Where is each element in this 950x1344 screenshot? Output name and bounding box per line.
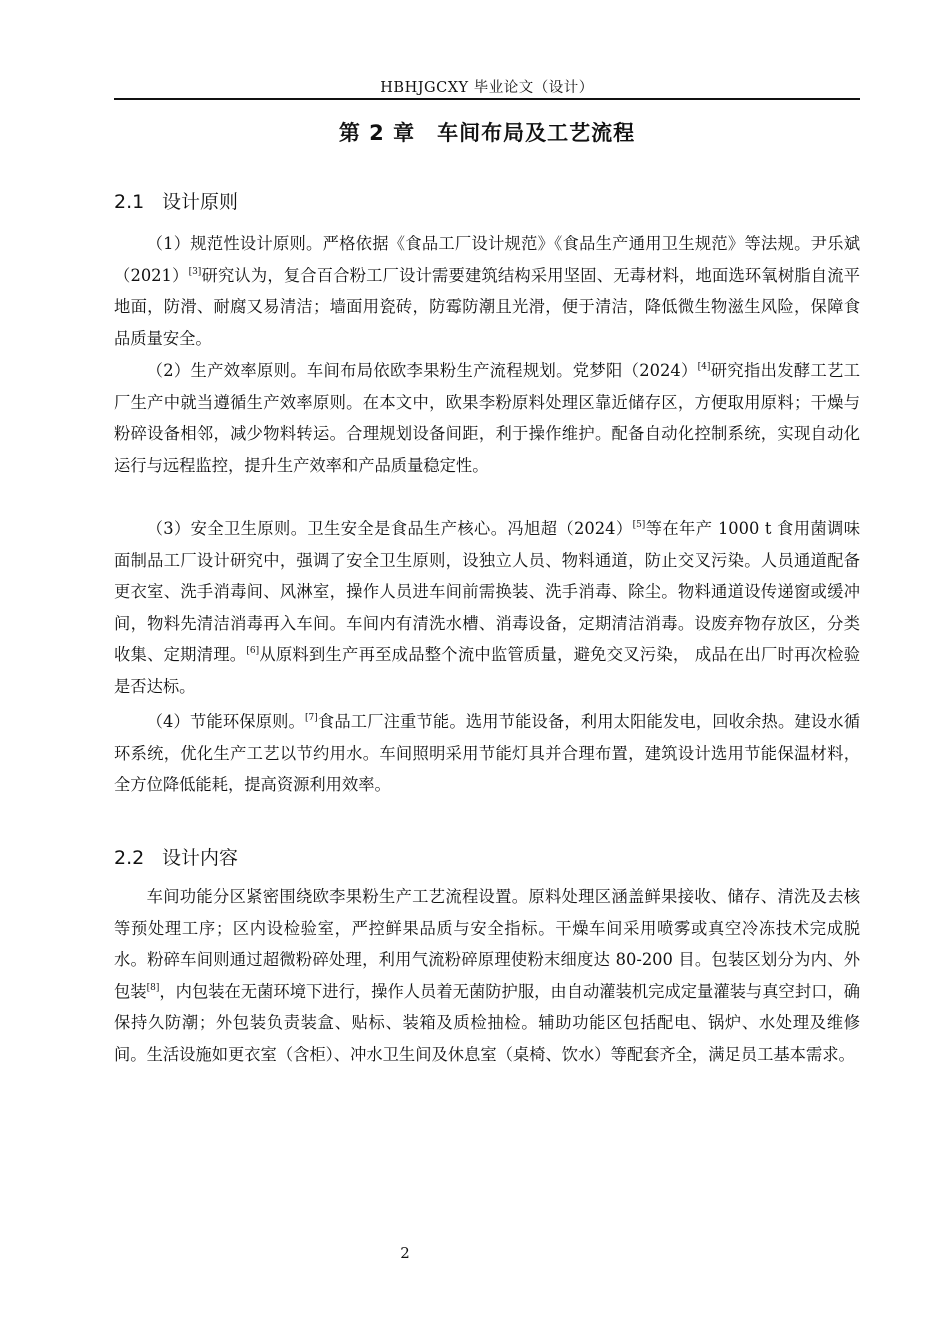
paragraph — [114, 513, 860, 703]
paragraph-text: 研究认为，复合百合粉工厂设计需要建筑结构采用坚固、无毒材料，地面选环氧树脂自流平地面，防滑、耐腐又易清洁；墙面用瓷砖，防霉防潮且光滑，便于清洁，降低微生物滋生风险，保障食品质量安全。 — [114, 265, 860, 348]
page-number: 2 — [400, 1244, 410, 1262]
citation: [8] — [146, 982, 160, 993]
paragraph-text: （2）生产效率原则。车间布局依欧李果粉生产流程规划。党梦阳（2024） — [146, 361, 698, 380]
citation: [5] — [632, 520, 646, 530]
paragraph-text: （1）规范性设计原则。严格依据《食品工厂设计规范》《食品生产通用卫生规范》等法规。尹乐斌（2021） — [114, 234, 860, 285]
paragraph — [114, 881, 860, 1071]
paragraph-text: ，内包装在无菌环境下进行，操作人员着无菌防护服，由自动灌装机完成定量灌装与真空封口，确保持久防潮；外包装负责装盒、贴标、装箱及质检抽检。辅助功能区包括配电、锅炉、水处理及维修间。生活设施如更衣室（含柜）、冲水卫生间及休息室（桌椅、饮水）等配套齐全，满足员工基本需求。 — [114, 981, 860, 1064]
section-title: 设计原则 — [162, 191, 239, 213]
paragraph-text: 车间功能分区紧密围绕欧李果粉生产工艺流程设置。原料处理区涵盖鲜果接收、储存、清洗及去核等预处理工序；区内设检验室，严控鲜果品质与安全指标。干燥车间采用喷雾或真空冷冻技术完成脱水。粉碎车间则通过超微粉碎处理，利用气流粉碎原理使粉末细度达 80-200 目。包装区划分为内、外包装 — [114, 887, 860, 1001]
header-divider — [114, 98, 860, 100]
paragraph-text: （4）节能环保原则。 — [146, 712, 305, 731]
section-number: 2.2 — [114, 847, 145, 869]
paragraph-text: 等在年产 1000 t 食用菌调味面制品工厂设计研究中，强调了安全卫生原则，设独立人员、物料通道，防止交叉污染。人员通道配备更衣室、洗手消毒间、风淋室，操作人员进车间前需换装、洗手消毒、除尘。物料通道设传递窗或缓冲间，物料先清洁消毒再入车间。车间内有清洗水槽、消毒设备，定期清洁消毒。设废弃物存放区，分类收集、定期清理。 — [114, 519, 860, 665]
chapter-title: 第 2 章 车间布局及工艺流程 — [338, 121, 636, 145]
paragraph — [114, 355, 860, 481]
section-number: 2.1 — [114, 191, 145, 213]
paragraph-text: （3）安全卫生原则。卫生安全是食品生产核心。冯旭超（2024） — [146, 519, 633, 538]
citation: [3] — [188, 266, 202, 277]
paragraph-text: 从原料到生产再至成品整个流中监管质量，避免交叉污染， 成品在出厂时再次检验是否达标。 — [114, 645, 860, 696]
citation: [6] — [246, 646, 260, 657]
citation: [4] — [697, 362, 711, 372]
paragraph — [114, 228, 860, 354]
section-title: 设计内容 — [162, 847, 239, 869]
citation: [7] — [305, 713, 318, 723]
section-heading-2-2 — [114, 843, 860, 870]
section-heading-2-1 — [114, 187, 860, 214]
running-header: HBHJGCXY 毕业论文（设计） — [380, 80, 594, 96]
paragraph-text: 研究指出发酵工艺工厂生产中就当遵循生产效率原则。在本文中，欧果李粉原料处理区靠近储存区，方便取用原料；干燥与粉碎设备相邻，减少物料转运。合理规划设备间距，利于操作维护。配备自动化控制系统，实现自动化运行与远程监控，提升生产效率和产品质量稳定性。 — [114, 361, 861, 475]
paragraph-text: 食品工厂注重节能。选用节能设备，利用太阳能发电，回收余热。建设水循环系统，优化生产工艺以节约用水。车间照明采用节能灯具并合理布置，建筑设计选用节能保温材料，全方位降低能耗，提高资源利用效率。 — [114, 712, 860, 795]
paragraph — [114, 706, 860, 801]
